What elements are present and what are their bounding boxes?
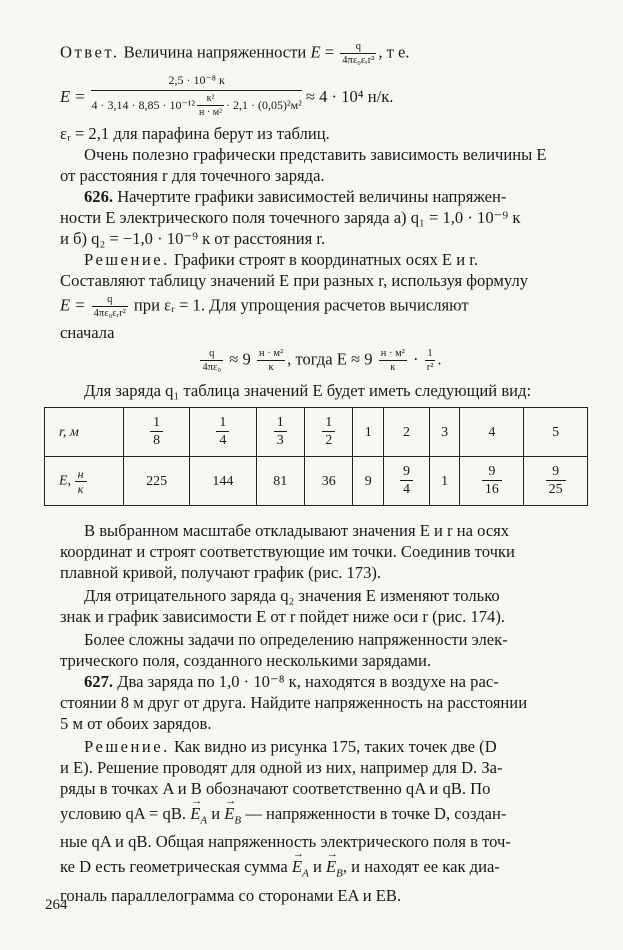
formula-2 (60, 347, 580, 374)
formula-1-denominator (91, 91, 301, 119)
problem-626-line-1 (60, 186, 580, 207)
formula-2-end: . (437, 349, 442, 369)
vector-EB: → $E_B$ (224, 803, 241, 831)
vector-EB-2: → $E_B$ (326, 856, 343, 884)
problem-626-number: 626. (84, 187, 114, 206)
solution-626-text-1: Графики строят в координатных осях E и r. (173, 250, 478, 269)
solution-627-line-7: гональ параллелограмма со сторонами EA и EB. (60, 885, 402, 905)
problem-627-line-2: стоянии 8 м друг от друга. Найдите напряженность на расстоянии (60, 693, 528, 712)
problem-627-line-1 (60, 671, 580, 692)
table-r-cell: $\frac{1}{4}$ (190, 408, 256, 457)
solution-626-lhs: E = (60, 295, 86, 315)
solution-626-line-2: Составляют таблицу значений E при разных r, используя формулу (60, 271, 529, 290)
formula-1-den-frac (197, 92, 224, 119)
table-e-cell: 144 (190, 457, 256, 506)
table-r-cell: 5 (524, 408, 588, 457)
complex-line-2: трического поля, созданного несколькими зарядами. (60, 651, 432, 670)
formula-2-frac-1-num: q (200, 347, 223, 361)
solution-627-line-1 (60, 736, 580, 757)
answer-fraction (340, 40, 376, 67)
complex-line-1: Более сложны задачи по определению напряженности элек- (84, 630, 508, 649)
formula-2-dot: · (413, 349, 419, 369)
values-table (44, 407, 588, 506)
formula-1-den-a: 4 · 3,14 · 8,85 · 10⁻¹² (91, 98, 196, 112)
formula-2-frac-2-den: к (268, 362, 274, 373)
answer-fraction-den: 4πε₀εᵣr² (342, 55, 375, 66)
problem-627-line-3: 5 м от обоих зарядов. (60, 714, 212, 733)
solution-626-line-3 (60, 293, 580, 320)
table-r-cell: 2 (384, 408, 430, 457)
vector-EA: → $E_A$ (190, 803, 207, 831)
answer-E: E (310, 42, 321, 62)
answer-eq: = (324, 42, 335, 62)
formula-2-frac-3 (379, 347, 407, 374)
solution-627-label: Решение. (84, 737, 170, 756)
formula-2-frac-4-num: 1 (425, 347, 436, 361)
solution-626-label: Решение. (84, 250, 170, 269)
solution-626-fraction (92, 293, 128, 320)
formula-2-frac-2-num: н · м² (258, 348, 284, 359)
table-r-cell: 4 (460, 408, 524, 457)
formula-2-frac-1-den: 4πε₀ (202, 362, 222, 373)
answer-line (60, 40, 580, 67)
formula-2-frac-2 (257, 347, 285, 374)
answer-label: Ответ. (60, 42, 120, 62)
solution-627-line-3: ряды в точках A и B обозначают соответственно qA и qB. По (60, 779, 491, 798)
table-e-header: E, н к (45, 457, 124, 506)
scale-line-1: В выбранном масштабе откладывают значения E и r на осях (84, 521, 510, 540)
answer-fraction-num: q (340, 40, 376, 54)
formula-1 (60, 73, 580, 119)
formula-2-approx: ≈ 9 (229, 349, 251, 369)
table-r-cell: $\frac{1}{3}$ (256, 408, 304, 457)
eps-paragraph: εᵣ = 2,1 для парафина берут из таблиц. (60, 124, 330, 143)
table-e-cell: $\frac{9}{16}$ (460, 457, 524, 506)
useful-line-1: Очень полезно графически представить зависимость величины E (84, 145, 547, 164)
solution-627-line-4: условию qA = qB. → $E_A$ $и \to E_B$ — напряженности в точке D, создан- (60, 803, 580, 831)
formula-1-lhs: E = (60, 86, 86, 106)
page-number: 264 (45, 897, 68, 913)
formula-1-den-frac-num: к² (197, 92, 224, 106)
scale-line-2: координат и строят соответствующие им точки. Соединив точки (60, 542, 515, 561)
problem-626-line-3: и б) q₂ = −1,0 · 10⁻⁹ к от расстояния r. (60, 229, 326, 248)
solution-626-line-1 (60, 249, 580, 270)
table-row-e (45, 457, 588, 506)
negative-line-1: Для отрицательного заряда q₂ значения E изменяют только (84, 586, 500, 605)
answer-text: Величина напряженности (123, 42, 307, 62)
table-r-header: r, м (45, 408, 124, 457)
table-e-cell: $\frac{9}{25}$ (524, 457, 588, 506)
table-r-cell: 3 (429, 408, 460, 457)
negative-line-2: знак и график зависимости E от r пойдет ниже оси r (рис. 174). (60, 607, 506, 626)
table-intro: Для заряда q₁ таблица значений E будет иметь следующий вид: (84, 381, 532, 400)
table-r-cell: $\frac{1}{8}$ (124, 408, 190, 457)
problem-627-number: 627. (84, 672, 114, 691)
formula-1-den-b: · 2,1 · (0,05)²м² (226, 98, 302, 112)
table-r-cell: $\frac{1}{2}$ (305, 408, 353, 457)
table-e-cell: $\frac{9}{4}$ (384, 457, 430, 506)
solution-627-line-6: ке D есть геометрическая сумма → $E_A$ $и \to E_B$, и находят ее как диа- (60, 856, 580, 884)
solution-626-fraction-den: 4πε₀εᵣr² (93, 308, 126, 319)
formula-1-result: ≈ 4 · 10⁴ н/к. (305, 86, 394, 106)
formula-2-frac-4 (425, 347, 436, 374)
answer-tail: , т е. (378, 42, 410, 62)
formula-1-numerator: 2,5 · 10⁻⁸ к (91, 73, 301, 91)
table-e-cell: 36 (305, 457, 353, 506)
scale-line-3: плавной кривой, получают график (рис. 173). (60, 563, 382, 582)
solution-627-line-2: и E). Решение проводят для одной из них, например для D. За- (60, 758, 503, 777)
table-e-cell: 81 (256, 457, 304, 506)
formula-2-frac-3-num: н · м² (380, 348, 405, 359)
formula-2-frac-3-den: к (390, 362, 396, 373)
solution-626-rest: при εᵣ = 1. Для упрощения расчетов вычисляют (133, 295, 469, 315)
solution-627-line-5: ные qA и qB. Общая напряженность электрического поля в точ- (60, 832, 511, 852)
formula-1-den-frac-den: н · м² (199, 107, 223, 118)
formula-2-mid: , тогда E ≈ 9 (287, 349, 373, 369)
formula-2-frac-1 (200, 347, 223, 374)
useful-line-2: от расстояния r для точечного заряда. (60, 166, 325, 185)
table-e-cell: 1 (429, 457, 460, 506)
vector-EA-2: → $E_A$ (292, 856, 309, 884)
table-e-cell: 225 (124, 457, 190, 506)
table-row-r (45, 408, 588, 457)
problem-626-text-1: Начертите графики зависимостей величины напряжен- (117, 187, 507, 206)
solution-626-line-4: сначала (60, 323, 115, 342)
table-e-cell: 9 (353, 457, 384, 506)
solution-626-fraction-num: q (92, 293, 128, 307)
formula-2-frac-4-den: r² (426, 362, 434, 373)
page-body (60, 40, 580, 906)
table-r-cell: 1 (353, 408, 384, 457)
solution-627-text-1: Как видно из рисунка 175, таких точек две (D (173, 737, 497, 756)
problem-627-text-1: Два заряда по 1,0 · 10⁻⁸ к, находятся в воздухе на рас- (117, 672, 499, 691)
problem-626-line-2: ности E электрического поля точечного заряда а) q₁ = 1,0 · 10⁻⁹ к (60, 208, 521, 227)
